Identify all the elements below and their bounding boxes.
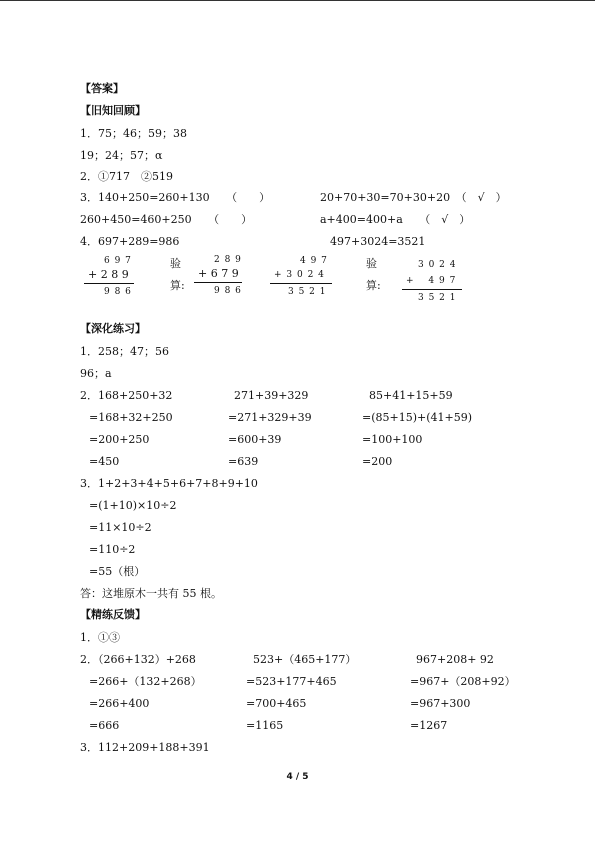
check1-line xyxy=(194,282,242,283)
check2-label-a: 验 xyxy=(366,257,377,270)
deepen-q2a-line: 2．168+250+32 xyxy=(80,389,173,402)
deepen-q2a-line: =450 xyxy=(89,455,120,468)
check2-top: 3 0 2 4 xyxy=(418,260,457,270)
deepen-q2b-line: =600+39 xyxy=(228,433,282,446)
check1-label-a: 验 xyxy=(170,257,181,270)
feedback-q2c-line: 967+208+ 92 xyxy=(416,653,494,666)
deepen-q1-line2: 96；a xyxy=(80,367,112,380)
review-q1-line2: 19；24；57；α xyxy=(80,149,163,162)
deepen-q2c-line: =(85+15)+(41+59) xyxy=(362,411,473,424)
deepen-q2a-line: =168+32+250 xyxy=(89,411,173,424)
deepen-q1-line1: 1．258；47；56 xyxy=(80,345,169,358)
feedback-q2a-line: =266+（132+268） xyxy=(89,675,202,688)
feedback-heading: 【精练反馈】 xyxy=(80,608,146,621)
feedback-q2b-line: =1165 xyxy=(246,719,284,732)
page-number: 4 / 5 xyxy=(286,772,309,782)
feedback-q2a-line: 2．（266+132）+268 xyxy=(80,653,196,666)
review-q1-line1: 1．75；46；59；38 xyxy=(80,127,187,140)
calc1-line xyxy=(84,283,134,284)
feedback-q2b-line: 523+（465+177） xyxy=(253,653,357,666)
deepen-q2c-line: 85+41+15+59 xyxy=(369,389,453,402)
review-q2: 2．①717 ②519 xyxy=(80,170,173,183)
deepen-heading: 【深化练习】 xyxy=(80,322,146,335)
calc2-result: 3 5 2 1 xyxy=(288,287,327,297)
deepen-q3-line: =55（根） xyxy=(89,565,146,578)
check2-label-b: 算: xyxy=(366,279,381,292)
feedback-q2b-line: =523+177+465 xyxy=(246,675,337,688)
calc1-result: 9 8 6 xyxy=(104,287,132,297)
review-heading: 【旧知回顾】 xyxy=(80,104,146,117)
review-q4-right: 497+3024=3521 xyxy=(330,235,426,248)
deepen-q3-line: =110÷2 xyxy=(89,543,136,556)
feedback-q2c-line: =1267 xyxy=(410,719,448,732)
check1-label-b: 算: xyxy=(170,279,185,292)
deepen-q2b-line: =639 xyxy=(228,455,259,468)
check2-op: + 4 9 7 xyxy=(406,276,457,286)
review-q4-left: 4．697+289=986 xyxy=(80,235,180,248)
feedback-q3: 3．112+209+188+391 xyxy=(80,741,210,754)
review-q3-left2: 260+450=460+250 （ ） xyxy=(80,213,253,226)
feedback-q2a-line: =666 xyxy=(89,719,120,732)
calc1-op: + 2 8 9 xyxy=(88,268,129,281)
deepen-q3-line: =11×10÷2 xyxy=(89,521,152,534)
feedback-q2c-line: =967+（208+92） xyxy=(410,675,516,688)
deepen-q3-line: =(1+10)×10÷2 xyxy=(89,499,177,512)
check1-result: 9 8 6 xyxy=(214,286,242,296)
deepen-q2b-line: =271+329+39 xyxy=(228,411,312,424)
check2-result: 3 5 2 1 xyxy=(418,293,457,303)
deepen-q2b-line: 271+39+329 xyxy=(234,389,309,402)
check1-op: + 6 7 9 xyxy=(198,267,239,280)
feedback-q2c-line: =967+300 xyxy=(410,697,471,710)
deepen-q3-line: 3．1+2+3+4+5+6+7+8+9+10 xyxy=(80,477,258,490)
deepen-q2c-line: =200 xyxy=(362,455,393,468)
deepen-answer: 答：这堆原木一共有 55 根。 xyxy=(80,587,222,600)
feedback-q2b-line: =700+465 xyxy=(246,697,307,710)
review-q3-left1: 3．140+250=260+130 （ ） xyxy=(80,191,271,204)
feedback-q2a-line: =266+400 xyxy=(89,697,150,710)
check1-top: 2 8 9 xyxy=(214,255,242,265)
answers-heading: 【答案】 xyxy=(80,82,124,95)
calc2-line xyxy=(270,283,332,284)
calc2-top: 4 9 7 xyxy=(300,256,328,266)
review-q3-right1: 20+70+30=70+30+20 （ √ ） xyxy=(320,191,507,204)
check2-line xyxy=(402,289,462,290)
calc2-op: + 3 0 2 4 xyxy=(274,270,325,280)
calc1-top: 6 9 7 xyxy=(104,256,132,266)
feedback-q1: 1．①③ xyxy=(80,631,120,644)
deepen-q2a-line: =200+250 xyxy=(89,433,150,446)
deepen-q2c-line: =100+100 xyxy=(362,433,423,446)
review-q3-right2: a+400=400+a （ √ ） xyxy=(320,213,471,226)
top-rule xyxy=(0,0,595,1)
